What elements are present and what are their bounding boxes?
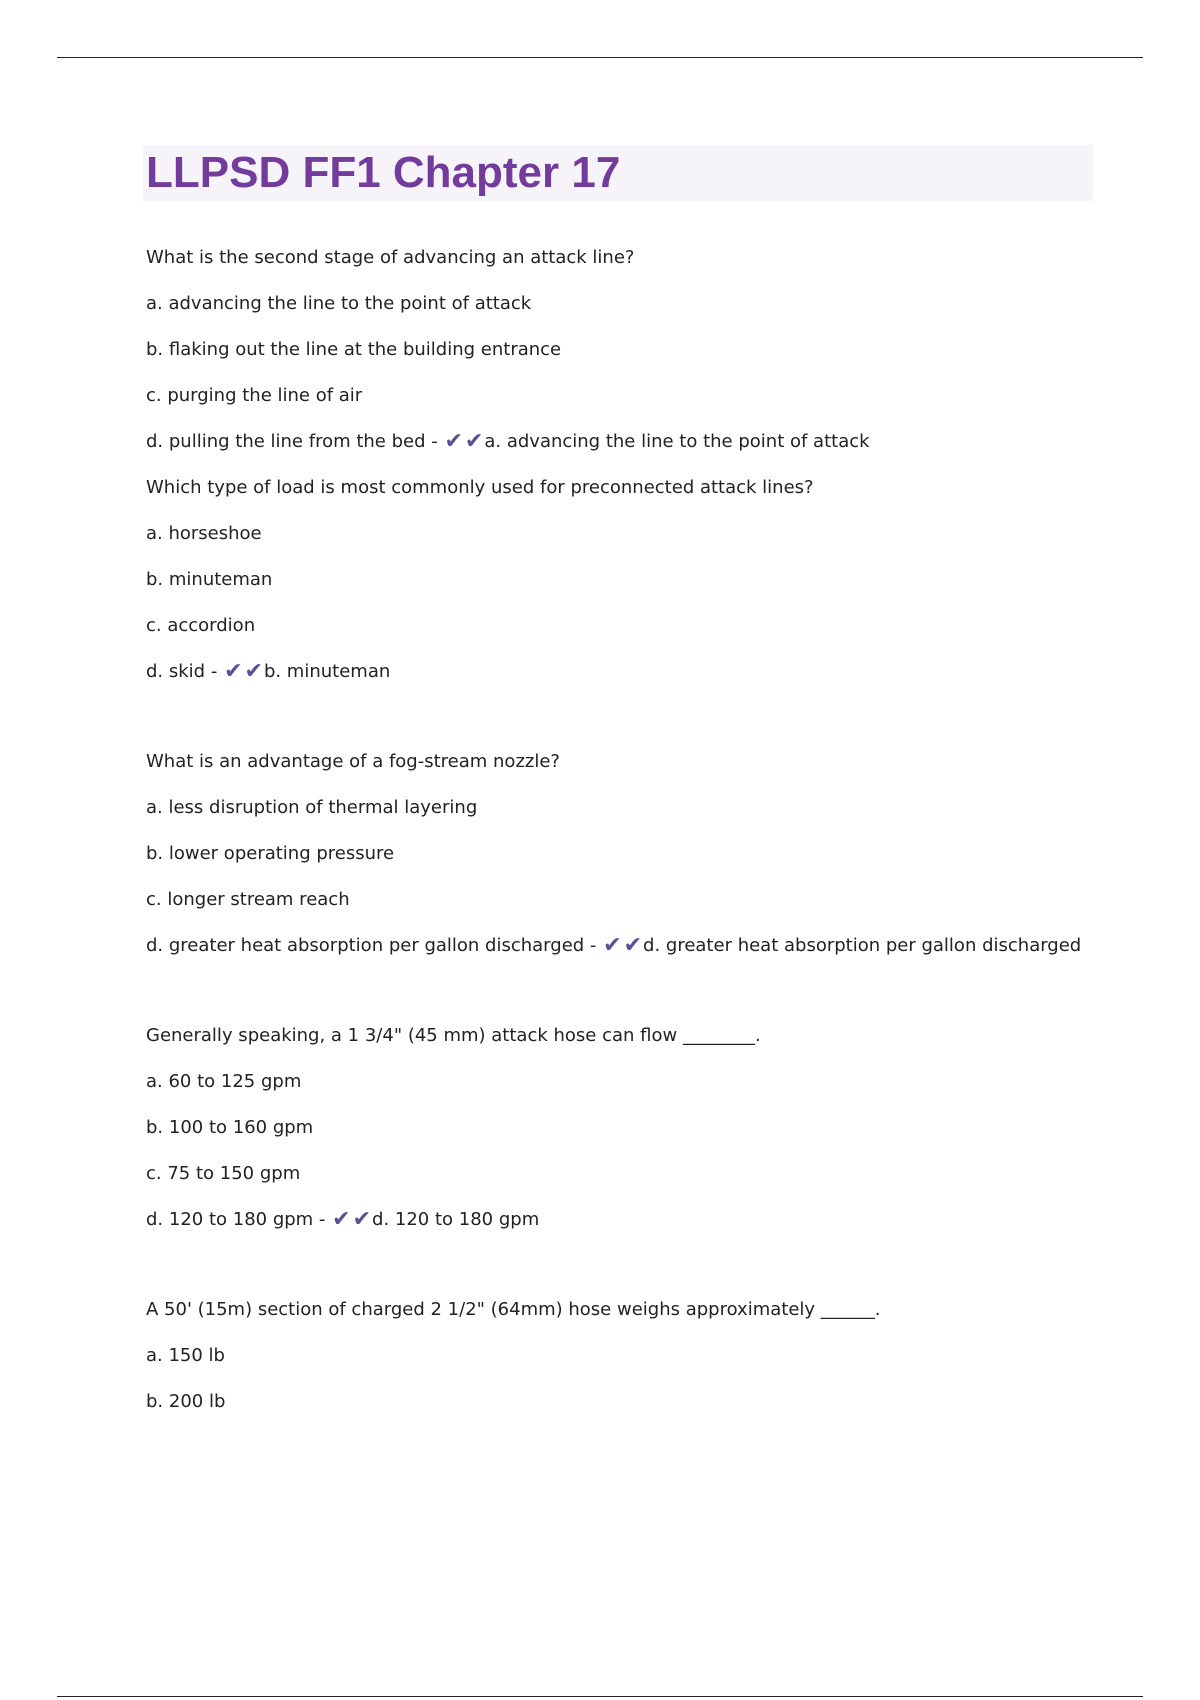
option-a: a. 150 lb xyxy=(146,1345,225,1366)
option-a: a. 60 to 125 gpm xyxy=(146,1071,302,1092)
answer-text: d. greater heat absorption per gallon discharged xyxy=(643,935,1082,956)
spacer xyxy=(146,1252,1146,1296)
question-block xyxy=(146,474,1146,686)
answer-separator: - xyxy=(584,935,603,956)
checkmark-icon: ✔ xyxy=(444,429,463,454)
checkmark-icon: ✔ xyxy=(224,659,243,684)
option-d-with-answer xyxy=(146,932,1146,960)
option-c: c. longer stream reach xyxy=(146,889,350,910)
question-text: What is the second stage of advancing an attack line? xyxy=(146,247,635,268)
checkmark-icon: ✔ xyxy=(464,429,484,454)
option-a: a. less disruption of thermal layering xyxy=(146,797,478,818)
question-text: Generally speaking, a 1 3/4" (45 mm) attack hose can flow ________. xyxy=(146,1025,761,1046)
option-b: b. lower operating pressure xyxy=(146,843,395,864)
question-block xyxy=(146,1296,1146,1416)
checkmark-icon: ✔ xyxy=(623,933,643,958)
option-a: a. horseshoe xyxy=(146,523,262,544)
page-title: LLPSD FF1 Chapter 17 xyxy=(146,148,621,197)
option-d-with-answer xyxy=(146,658,1146,686)
question-block xyxy=(146,748,1146,960)
option-c: c. purging the line of air xyxy=(146,385,363,406)
option-b: b. 200 lb xyxy=(146,1391,226,1412)
option-b: b. 100 to 160 gpm xyxy=(146,1117,314,1138)
question-block xyxy=(146,244,1146,456)
bottom-rule xyxy=(57,1696,1143,1697)
option-d: d. pulling the line from the bed xyxy=(146,431,426,452)
question-block xyxy=(146,1022,1146,1234)
option-d: d. 120 to 180 gpm xyxy=(146,1209,314,1230)
spacer xyxy=(146,704,1146,748)
answer-separator: - xyxy=(425,431,444,452)
option-c: c. 75 to 150 gpm xyxy=(146,1163,301,1184)
option-d-with-answer xyxy=(146,1206,1146,1234)
top-rule xyxy=(57,57,1143,58)
answer-separator: - xyxy=(205,661,224,682)
checkmark-icon: ✔ xyxy=(352,1207,372,1232)
question-list xyxy=(146,244,1146,1434)
checkmark-icon: ✔ xyxy=(244,659,263,684)
spacer xyxy=(146,978,1146,1022)
answer-text: d. 120 to 180 gpm xyxy=(372,1209,540,1230)
checkmark-icon: ✔ xyxy=(332,1207,351,1232)
option-d: d. skid xyxy=(146,661,206,682)
option-b: b. flaking out the line at the building entrance xyxy=(146,339,562,360)
option-c: c. accordion xyxy=(146,615,256,636)
answer-separator: - xyxy=(313,1209,332,1230)
option-d: d. greater heat absorption per gallon discharged xyxy=(146,935,585,956)
checkmark-icon: ✔ xyxy=(603,933,622,958)
answer-text: a. advancing the line to the point of attack xyxy=(484,431,870,452)
answer-text: b. minuteman xyxy=(263,661,391,682)
option-d-with-answer xyxy=(146,428,1146,456)
question-text: What is an advantage of a fog-stream nozzle? xyxy=(146,751,560,772)
option-b: b. minuteman xyxy=(146,569,273,590)
question-text: A 50' (15m) section of charged 2 1/2" (64mm) hose weighs approximately ______. xyxy=(146,1299,881,1320)
option-a: a. advancing the line to the point of attack xyxy=(146,293,532,314)
question-text: Which type of load is most commonly used for preconnected attack lines? xyxy=(146,477,814,498)
